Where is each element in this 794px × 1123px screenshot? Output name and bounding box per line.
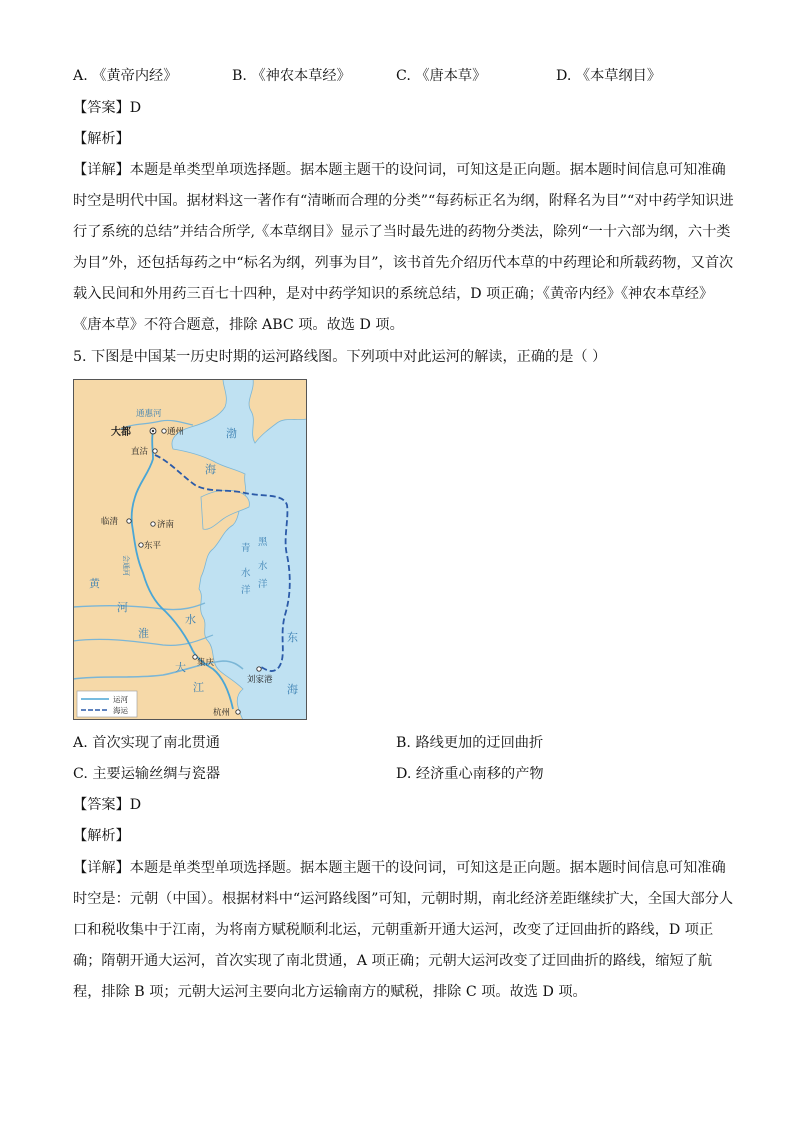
- q4-answer: 【答案】D: [73, 100, 142, 116]
- dadu-marker-dot: [152, 430, 154, 432]
- q5-detail-line: 时空是：元朝（中国）。根据材料中“运河路线图”可知，元朝时期，南北经济差距继续扩大，全国大部分人: [73, 891, 734, 907]
- label-shui-2: 水: [258, 561, 268, 572]
- q4-detail-line: 载入民间和外用药三百七十四种，是对中药学知识的系统总结，D 项正确；《黄帝内经》《神农本草经》: [73, 286, 714, 302]
- label-hai-1: 海: [205, 463, 216, 476]
- q4-detail-line: 时空是明代中国。据材料这一著作有“清晰而合理的分类”“每药标正名为纲，附释名为目”“对中药学知识进: [73, 193, 734, 209]
- q5-analysis-heading: 【解析】: [73, 828, 130, 844]
- q4-option-b: B. 《神农本草经》: [232, 68, 351, 84]
- label-dongping: 东平: [144, 541, 162, 551]
- q5-option-a: A. 首次实现了南北贯通: [73, 735, 220, 751]
- label-liujiagang: 刘家港: [247, 675, 273, 685]
- hangzhou-marker: [236, 710, 240, 714]
- q4-analysis-heading: 【解析】: [73, 131, 130, 147]
- q5-option-b: B. 路线更加的迂回曲折: [396, 735, 544, 751]
- zhigu-marker: [153, 449, 157, 453]
- label-shui-3: 水: [185, 613, 196, 626]
- label-da: 大: [175, 661, 186, 674]
- legend-canal-label: 运河: [113, 695, 128, 704]
- label-shui-1: 水: [241, 568, 251, 579]
- q5-detail-line: 【详解】本题是单类型单项选择题。据本题主题干的设问词，可知这是正向题。据本题时间信息可知准确: [73, 860, 726, 876]
- label-huitong: 会通河: [122, 555, 130, 576]
- linqing-marker: [127, 519, 131, 523]
- canal-route-map: [73, 379, 307, 720]
- q5-detail-line: 程，排除 B 项；元朝大运河主要向北方运输南方的赋税，排除 C 项。故选 D 项。: [73, 984, 587, 1000]
- label-jiang: 江: [193, 681, 204, 694]
- label-hangzhou: 杭州: [213, 708, 231, 718]
- label-huai: 淮: [138, 627, 149, 640]
- label-hei: 黑: [258, 537, 268, 548]
- q5-detail-line: 口和税收集中于江南，为将南方赋税顺利北运，元朝重新开通大运河，改变了迂回曲折的路线，D 项正: [73, 922, 714, 938]
- label-dadu: 大都: [111, 427, 131, 438]
- label-hai-2: 海: [287, 683, 298, 696]
- q4-detail-line: 为目”外，还包括每药之中“标名为纲，列事为目”，该书首先介绍历代本草的中药理论和所载药物，又首次: [73, 255, 734, 271]
- label-linqing: 临清: [101, 517, 119, 527]
- q5-detail-line: 确；隋朝开通大运河，首次实现了南北贯通，A 项正确；元朝大运河改变了迂回曲折的路线，缩短了航: [73, 953, 713, 969]
- liujiagang-marker: [257, 667, 261, 671]
- label-yang-1: 洋: [241, 585, 251, 596]
- q4-detail-line: 行了系统的总结”并结合所学,《本草纲目》显示了当时最先进的药物分类法，除列“一十六部为纲，六十类: [73, 224, 731, 240]
- q4-option-a: A. 《黄帝内经》: [73, 68, 178, 84]
- dongping-marker: [139, 543, 143, 547]
- label-he: 河: [117, 601, 128, 614]
- label-jinan: 济南: [157, 520, 175, 530]
- q4-option-d: D. 《本草纲目》: [556, 68, 662, 84]
- q5-answer: 【答案】D: [73, 797, 142, 813]
- label-zhigu: 直沽: [131, 447, 149, 457]
- map-legend: [77, 691, 137, 717]
- label-tongzhou: 通州: [167, 427, 185, 437]
- label-yang-2: 洋: [258, 579, 268, 590]
- q4-option-c: C. 《唐本草》: [396, 68, 487, 84]
- label-tonghui: 通惠河: [136, 409, 162, 419]
- label-huang: 黄: [89, 577, 100, 590]
- label-bo: 渤: [226, 427, 237, 440]
- label-qing: 青: [241, 543, 251, 554]
- q4-detail-line: 《唐本草》不符合题意，排除 ABC 项。故选 D 项。: [73, 317, 404, 333]
- jinan-marker: [151, 522, 155, 526]
- label-jiqing: 集庆: [197, 658, 215, 668]
- legend-sea-label: 海运: [113, 706, 128, 715]
- label-dong: 东: [287, 631, 298, 644]
- tongzhou-marker: [162, 429, 166, 433]
- q4-detail-line: 【详解】本题是单类型单项选择题。据本题主题干的设问词，可知这是正向题。据本题时间信息可知准确: [73, 162, 726, 178]
- q5-option-d: D. 经济重心南移的产物: [396, 766, 544, 782]
- q5-stem: 5. 下图是中国某一历史时期的运河路线图。下列项中对此运河的解读，正确的是（ ）: [73, 349, 607, 365]
- q5-option-c: C. 主要运输丝绸与瓷器: [73, 766, 221, 782]
